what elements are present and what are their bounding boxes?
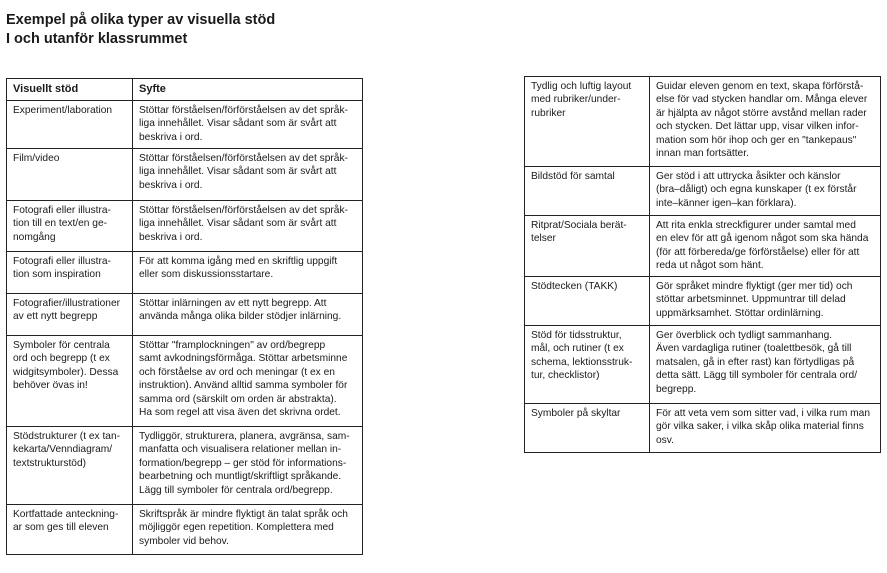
support-cell: Symboler på skyltar <box>525 404 650 453</box>
table-row <box>7 101 363 149</box>
title-line-1: Exempel på olika typer av visuella stöd <box>6 12 276 28</box>
table-row <box>7 149 363 201</box>
table-row <box>7 427 363 505</box>
table-row <box>7 336 363 427</box>
support-cell: Stödtecken (TAKK) <box>525 277 650 326</box>
purpose-cell: Ger överblick och tydligt sammanhang. Även vardagliga rutiner (toalettbesök, gå till matsalen, gå in efter rast) kan förtydligas på detta sätt. Lägg till symboler för centrala ord/ begrepp. <box>650 326 881 404</box>
table-row <box>525 167 881 216</box>
purpose-cell: För att komma igång med en skriftlig uppgift eller som diskussionsstartare. <box>133 252 363 294</box>
left-table <box>6 78 363 555</box>
table-row <box>525 404 881 453</box>
purpose-cell: Tydliggör, strukturera, planera, avgränsa, sam- manfatta och visualisera relationer mellan in- formation/begrepp – ger stöd för informations- bearbetning och muntligt/skriftligt språkande. Lägg till symboler för centrala ord/begrepp. <box>133 427 363 505</box>
support-cell: Experiment/laboration <box>7 101 133 149</box>
title-line-2: I och utanför klassrummet <box>6 31 188 47</box>
purpose-cell: För att veta vem som sitter vad, i vilka rum man gör vilka saker, i vilka skåp olika material finns osv. <box>650 404 881 453</box>
right-table <box>524 76 881 453</box>
support-cell: Fotografier/illustrationer av ett nytt begrepp <box>7 294 133 336</box>
purpose-cell: Stöttar inlärningen av ett nytt begrepp. Att använda många olika bilder stödjer inlärning. <box>133 294 363 336</box>
purpose-cell: Att rita enkla streckfigurer under samtal med en elev för att gå igenom något som ska hända (för att förbereda/ge förförståelse) eller för att reda ut något som hänt. <box>650 216 881 277</box>
purpose-cell: Guidar eleven genom en text, skapa förförstå- else för vad stycken handlar om. Många elever är hjälpta av något större avstånd mellan rader och stycken. Det lättar upp, visar vilken infor- mation som hör ihop och ger en "tankepaus" innan man fortsätter. <box>650 77 881 167</box>
purpose-cell: Stöttar förståelsen/förförståelsen av det språk- liga innehållet. Visar sådant som är svårt att beskriva i ord. <box>133 201 363 252</box>
support-cell: Symboler för centrala ord och begrepp (t ex widgitsymboler). Dessa behöver övas in! <box>7 336 133 427</box>
purpose-cell: Skriftspråk är mindre flyktigt än talat språk och möjliggör egen repetition. Komplettera med symboler vid behov. <box>133 505 363 555</box>
support-cell: Ritprat/Sociala berät- telser <box>525 216 650 277</box>
table-row <box>7 252 363 294</box>
table-row <box>7 505 363 555</box>
purpose-cell: Stöttar "framplockningen" av ord/begrepp samt avkodningsförmåga. Stöttar arbetsminne och förståelse av ord och meningar (t ex en instruktion). Använd alltid samma symboler för samma ord (särskilt om orden är abstrakta). Ha som regel att visa även det skrivna ordet. <box>133 336 363 427</box>
header-visuellt-stod: Visuellt stöd <box>7 79 133 101</box>
table-row <box>525 77 881 167</box>
header-syfte: Syfte <box>133 79 363 101</box>
support-cell: Bildstöd för samtal <box>525 167 650 216</box>
table-row <box>525 277 881 326</box>
support-cell: Fotografi eller illustra- tion som inspiration <box>7 252 133 294</box>
table-row <box>7 201 363 252</box>
page-title <box>6 11 275 49</box>
support-cell: Fotografi eller illustra- tion till en text/en ge- nomgång <box>7 201 133 252</box>
header-row <box>7 79 363 101</box>
purpose-cell: Stöttar förståelsen/förförståelsen av det språk- liga innehållet. Visar sådant som är svårt att beskriva i ord. <box>133 149 363 201</box>
table-row <box>7 294 363 336</box>
table-row <box>525 216 881 277</box>
table-row <box>525 326 881 404</box>
support-cell: Tydlig och luftig layout med rubriker/under- rubriker <box>525 77 650 167</box>
support-cell: Stöd för tidsstruktur, mål, och rutiner (t ex schema, lektionsstruk- tur, checklistor) <box>525 326 650 404</box>
support-cell: Stödstrukturer (t ex tan- kekarta/Venndiagram/ textstrukturstöd) <box>7 427 133 505</box>
purpose-cell: Ger stöd i att uttrycka åsikter och känslor (bra–dåligt) och egna kunskaper (t ex förstår inte–känner igen–kan förklara). <box>650 167 881 216</box>
purpose-cell: Stöttar förståelsen/förförståelsen av det språk- liga innehållet. Visar sådant som är svårt att beskriva i ord. <box>133 101 363 149</box>
purpose-cell: Gör språket mindre flyktigt (ger mer tid) och stöttar arbetsminnet. Uppmuntrar till delad uppmärksamhet. Stöttar ordinlärning. <box>650 277 881 326</box>
support-cell: Kortfattade anteckning- ar som ges till eleven <box>7 505 133 555</box>
support-cell: Film/video <box>7 149 133 201</box>
